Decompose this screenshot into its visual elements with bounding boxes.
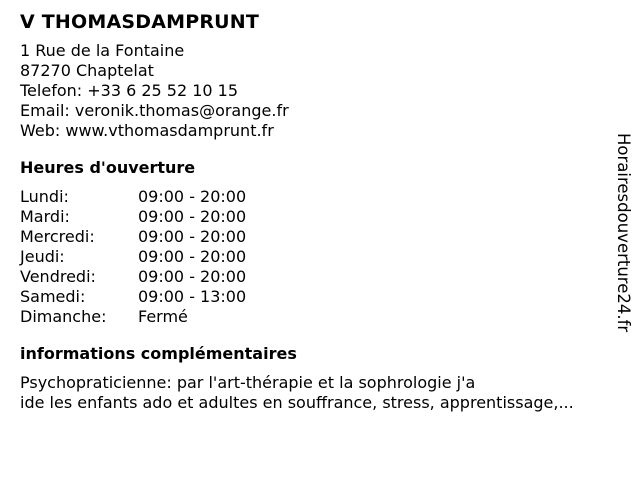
info-line-2: ide les enfants ado et adultes en souffrance, stress, apprentissage,...	[20, 393, 574, 412]
hours-row-vendredi	[20, 267, 620, 287]
hours-row-samedi	[20, 287, 620, 307]
hours-day: Lundi:	[20, 187, 69, 206]
hours-day: Dimanche:	[20, 307, 107, 326]
info-heading: informations complémentaires	[20, 344, 297, 363]
hours-time: Fermé	[138, 307, 188, 326]
hours-time: 09:00 - 20:00	[138, 267, 247, 286]
hours-heading: Heures d'ouverture	[20, 158, 196, 177]
hours-day: Jeudi:	[20, 247, 65, 266]
hours-row-jeudi	[20, 247, 620, 267]
web-line: Web: www.vthomasdamprunt.fr	[20, 121, 274, 140]
site-watermark	[610, 133, 636, 345]
hours-day: Mardi:	[20, 207, 70, 226]
hours-time: 09:00 - 13:00	[138, 287, 247, 306]
hours-row-mardi	[20, 207, 620, 227]
info-line-1: Psychopraticienne: par l'art-thérapie et la sophrologie j'a	[20, 373, 476, 392]
email-line: Email: veronik.thomas@orange.fr	[20, 101, 289, 120]
business-card	[20, 10, 620, 413]
hours-day: Samedi:	[20, 287, 86, 306]
hours-row-lundi	[20, 187, 620, 207]
address-city: 87270 Chaptelat	[20, 61, 154, 80]
hours-day: Mercredi:	[20, 227, 95, 246]
hours-time: 09:00 - 20:00	[138, 187, 247, 206]
address-street: 1 Rue de la Fontaine	[20, 41, 185, 60]
hours-row-dimanche	[20, 307, 620, 327]
hours-time: 09:00 - 20:00	[138, 247, 247, 266]
hours-row-mercredi	[20, 227, 620, 247]
business-name: V THOMASDAMPRUNT	[20, 11, 260, 33]
watermark-text: Horairesdouverture24.fr	[614, 133, 633, 333]
phone-line: Telefon: +33 6 25 52 10 15	[20, 81, 239, 100]
hours-table	[20, 187, 620, 327]
hours-time: 09:00 - 20:00	[138, 227, 247, 246]
hours-time: 09:00 - 20:00	[138, 207, 247, 226]
hours-day: Vendredi:	[20, 267, 96, 286]
